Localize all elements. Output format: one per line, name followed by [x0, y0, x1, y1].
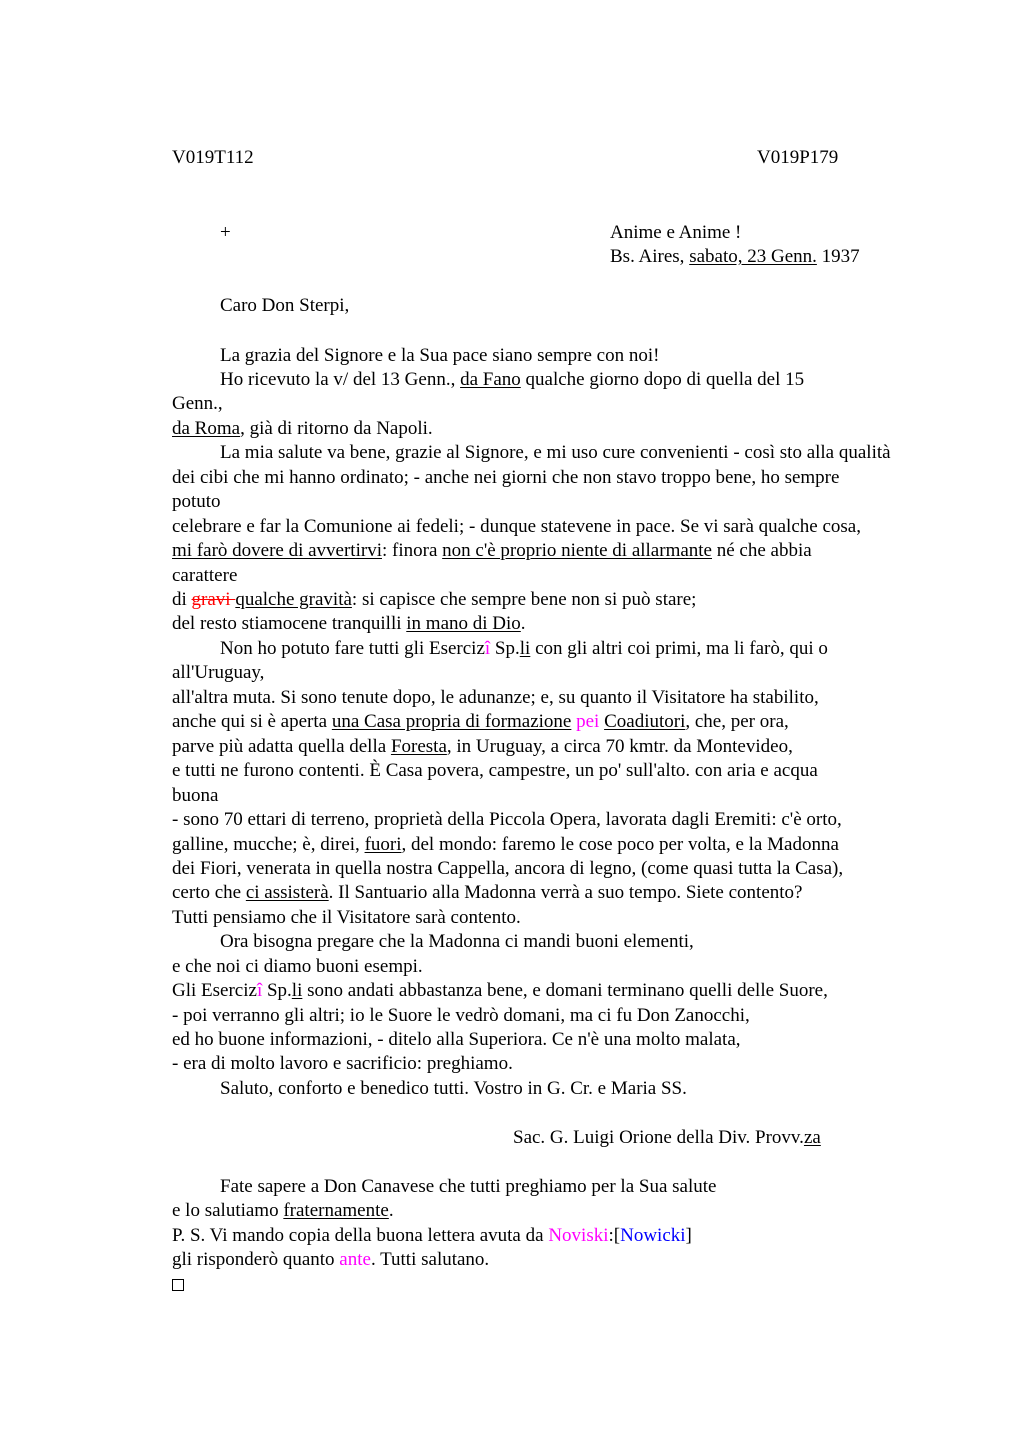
text-line: ed ho buone informazioni, - ditelo alla Superiora. Ce n'è una molto malata, — [172, 1029, 741, 1050]
text-line: - era di molto lavoro e sacrificio: preghiamo. — [172, 1053, 513, 1074]
postscript-line: gli risponderò quanto ante. Tutti salutano. — [172, 1249, 490, 1270]
signature: Sac. G. Luigi Orione della Div. Provv.za — [513, 1127, 821, 1148]
place-date: Bs. Aires, sabato, 23 Genn. 1937 — [610, 246, 860, 267]
text-line: Ora bisogna pregare che la Madonna ci mandi buoni elementi, — [220, 931, 694, 952]
text-line: da Roma, già di ritorno da Napoli. — [172, 418, 433, 439]
text-line: Saluto, conforto e benedico tutti. Vostro in G. Cr. e Maria SS. — [220, 1078, 687, 1099]
text-line: celebrare e far la Comunione ai fedeli; - dunque statevene in pace. Se vi sarà qualche cosa, — [172, 516, 861, 537]
end-box-icon — [172, 1273, 184, 1298]
postscript-line: e lo salutiamo fraternamente. — [172, 1200, 394, 1221]
text-line: galline, mucche; è, direi, fuori, del mondo: faremo le cose poco per volta, e la Madonna — [172, 834, 839, 855]
text-line: mi farò dovere di avvertirvi: finora non c'è proprio niente di allarmante né che abbia — [172, 540, 812, 561]
text-line: Genn., — [172, 393, 223, 414]
text-line: certo che ci assisterà. Il Santuario alla Madonna verrà a suo tempo. Siete contento? — [172, 882, 803, 903]
text-line: all'Uruguay, — [172, 662, 265, 683]
text-line: Non ho potuto fare tutti gli Esercizî Sp.li con gli altri coi primi, ma li farò, qui o — [220, 638, 828, 659]
header-left-code: V019T112 — [172, 147, 254, 168]
postscript-line: Fate sapere a Don Canavese che tutti preghiamo per la Sua salute — [220, 1176, 717, 1197]
deleted-word: gravi — [191, 589, 236, 610]
text-line: dei cibi che mi hanno ordinato; - anche nei giorni che non stavo troppo bene, ho sempre — [172, 467, 840, 488]
text-line: La grazia del Signore e la Sua pace siano sempre con noi! — [220, 345, 660, 366]
header-right-code: V019P179 — [757, 147, 839, 168]
text-line: anche qui si è aperta una Casa propria di formazione pei Coadiutori, che, per ora, — [172, 711, 789, 732]
text-line: e tutti ne furono contenti. È Casa povera, campestre, un po' sull'alto. con aria e acqua — [172, 760, 818, 781]
cross-mark: + — [220, 222, 231, 243]
motto: Anime e Anime ! — [610, 222, 742, 243]
text-line: - sono 70 ettari di terreno, proprietà della Piccola Opera, lavorata dagli Eremiti: c'è orto, — [172, 809, 842, 830]
text-line: Ho ricevuto la v/ del 13 Genn., da Fano qualche giorno dopo di quella del 15 — [220, 369, 805, 390]
text-line: del resto stiamocene tranquilli in mano di Dio. — [172, 613, 526, 634]
text-line: carattere — [172, 565, 238, 586]
text-line: buona — [172, 785, 219, 806]
text-line: Gli Esercizî Sp.li sono andati abbastanza bene, e domani terminano quelli delle Suore, — [172, 980, 828, 1001]
text-line: dei Fiori, venerata in quella nostra Cappella, ancora di legno, (come quasi tutta la Casa), — [172, 858, 844, 879]
text-line: all'altra muta. Si sono tenute dopo, le adunanze; e, su quanto il Visitatore ha stabilito, — [172, 687, 819, 708]
postscript-line: P. S. Vi mando copia della buona lettera avuta da Noviski:[Nowicki] — [172, 1225, 692, 1246]
greeting: Caro Don Sterpi, — [220, 295, 350, 316]
text-line: - poi verranno gli altri; io le Suore le vedrò domani, ma ci fu Don Zanocchi, — [172, 1005, 750, 1026]
text-line: di gravi qualche gravità: si capisce che sempre bene non si può stare; — [172, 589, 697, 610]
text-line: Tutti pensiamo che il Visitatore sarà contento. — [172, 907, 521, 928]
text-line: potuto — [172, 491, 221, 512]
text-line: La mia salute va bene, grazie al Signore, e mi uso cure convenienti - così sto alla qualità — [220, 442, 891, 463]
text-line: parve più adatta quella della Foresta, in Uruguay, a circa 70 kmtr. da Montevideo, — [172, 736, 793, 757]
text-line: e che noi ci diamo buoni esempi. — [172, 956, 423, 977]
